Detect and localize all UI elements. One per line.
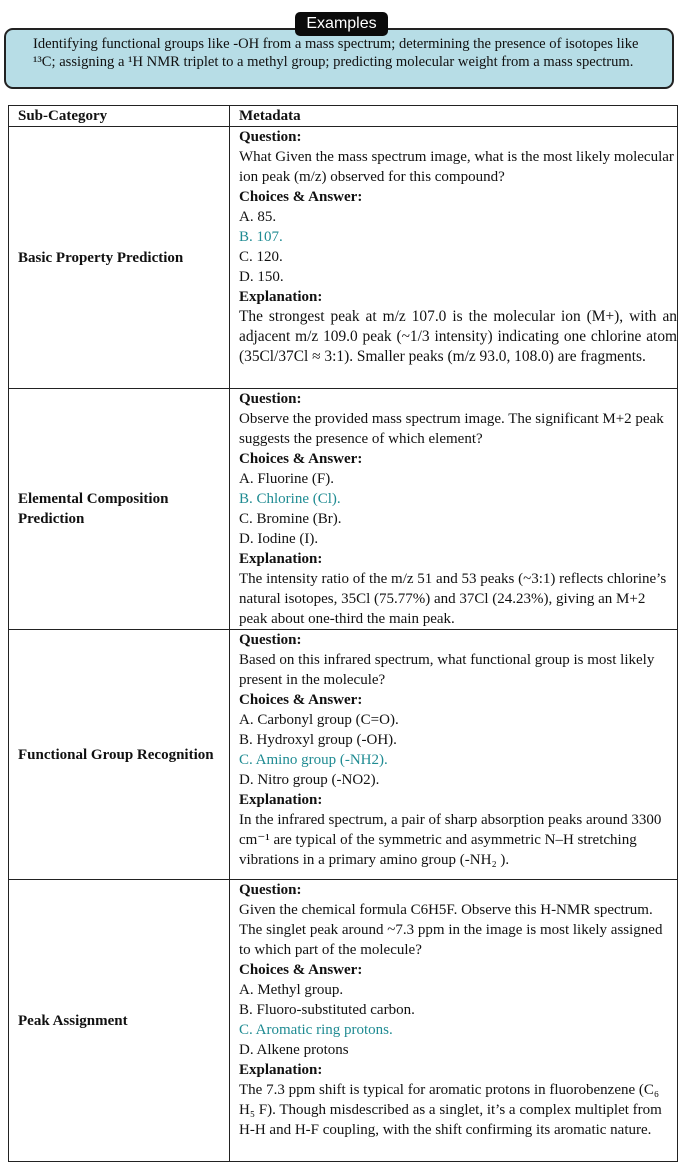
question-text: Given the chemical formula C6H5F. Observe this H-NMR spectrum. The singlet peak around ~7.3 ppm in the image is most likely assigned to which part of the molecule?: [239, 902, 663, 958]
choices-label: Choices & Answer:: [239, 692, 363, 708]
question-text: Based on this infrared spectrum, what functional group is most likely present in the molecule?: [239, 652, 655, 688]
metadata-table: [8, 105, 678, 1162]
question-text: What Given the mass spectrum image, what is the most likely molecular ion peak (m/z) observed for this compound?: [239, 149, 674, 185]
answer-choice: C. 120.: [239, 249, 283, 265]
correct-answer-choice: C. Amino group (-NH2).: [239, 752, 388, 768]
answer-choice: B. Hydroxyl group (-OH).: [239, 732, 397, 748]
answer-choice: D. Alkene protons: [239, 1042, 349, 1058]
correct-answer-choice: B. 107.: [239, 229, 283, 245]
table-header-row: [9, 106, 678, 127]
row-category: Peak Assignment: [9, 880, 230, 1162]
explanation-text: The 7.3 ppm shift is typical for aromatic protons in fluorobenzene (C₆ H₅ F). Though misdescribed as a singlet, it’s a complex multiplet from H-H and H-F coupling, with the shift confirming its aromatic nature.: [239, 1082, 662, 1138]
explanation-label: Explanation:: [239, 1062, 323, 1078]
examples-box: [4, 28, 674, 89]
row-metadata: [230, 127, 678, 389]
examples-text: Identifying functional groups like -OH from a mass spectrum; determining the presence of isotopes like ¹³C; assigning a ¹H NMR triplet to a methyl group; predicting molecular weight from a mass spectrum.: [33, 36, 639, 70]
choices-label: Choices & Answer:: [239, 962, 363, 978]
answer-choice: A. Fluorine (F).: [239, 471, 334, 487]
explanation-label: Explanation:: [239, 289, 323, 305]
correct-answer-choice: B. Chlorine (Cl).: [239, 491, 341, 507]
explanation-text: The strongest peak at m/z 107.0 is the molecular ion (M+), with an adjacent m/z 109.0 peak (~1/3 intensity) indicating one chlorine atom (35Cl/37Cl ≈ 3:1). Smaller peaks (m/z 93.0, 108.0) are fragments.: [239, 308, 677, 365]
choices-label: Choices & Answer:: [239, 189, 363, 205]
explanation-label: Explanation:: [239, 792, 323, 808]
answer-choice: B. Fluoro-substituted carbon.: [239, 1002, 415, 1018]
question-label: Question:: [239, 391, 302, 407]
row-category: Functional Group Recognition: [9, 630, 230, 880]
header-sub-category: Sub-Category: [9, 106, 230, 127]
answer-choice: A. 85.: [239, 209, 277, 225]
answer-choice: A. Carbonyl group (C=O).: [239, 712, 399, 728]
answer-choice: C. Bromine (Br).: [239, 511, 342, 527]
explanation-text: The intensity ratio of the m/z 51 and 53 peaks (~3:1) reflects chlorine’s natural isotopes, 35Cl (75.77%) and 37Cl (24.23%), giving an M+2 peak about one-third the main peak.: [239, 571, 667, 627]
table-row: [9, 389, 678, 630]
table-row: [9, 630, 678, 880]
answer-choice: D. Nitro group (-NO2).: [239, 772, 380, 788]
row-metadata: [230, 630, 678, 880]
table-row: [9, 880, 678, 1162]
answer-choice: D. 150.: [239, 269, 284, 285]
question-label: Question:: [239, 129, 302, 145]
explanation-label: Explanation:: [239, 551, 323, 567]
row-category: Basic Property Prediction: [9, 127, 230, 389]
row-metadata: [230, 389, 678, 630]
row-category: Elemental Composition Prediction: [9, 389, 230, 630]
header-metadata: Metadata: [230, 106, 678, 127]
choices-label: Choices & Answer:: [239, 451, 363, 467]
question-label: Question:: [239, 632, 302, 648]
table-row: [9, 127, 678, 389]
answer-choice: A. Methyl group.: [239, 982, 344, 998]
explanation-text: In the infrared spectrum, a pair of sharp absorption peaks around 3300 cm⁻¹ are typical of the symmetric and asymmetric N–H stretching vibrations in a primary amino group (-NH₂ ).: [239, 812, 662, 868]
answer-choice: D. Iodine (I).: [239, 531, 319, 547]
question-label: Question:: [239, 882, 302, 898]
row-metadata: [230, 880, 678, 1162]
question-text: Observe the provided mass spectrum image. The significant M+2 peak suggests the presence of which element?: [239, 411, 664, 447]
correct-answer-choice: C. Aromatic ring protons.: [239, 1022, 393, 1038]
examples-label: Examples: [295, 12, 388, 36]
